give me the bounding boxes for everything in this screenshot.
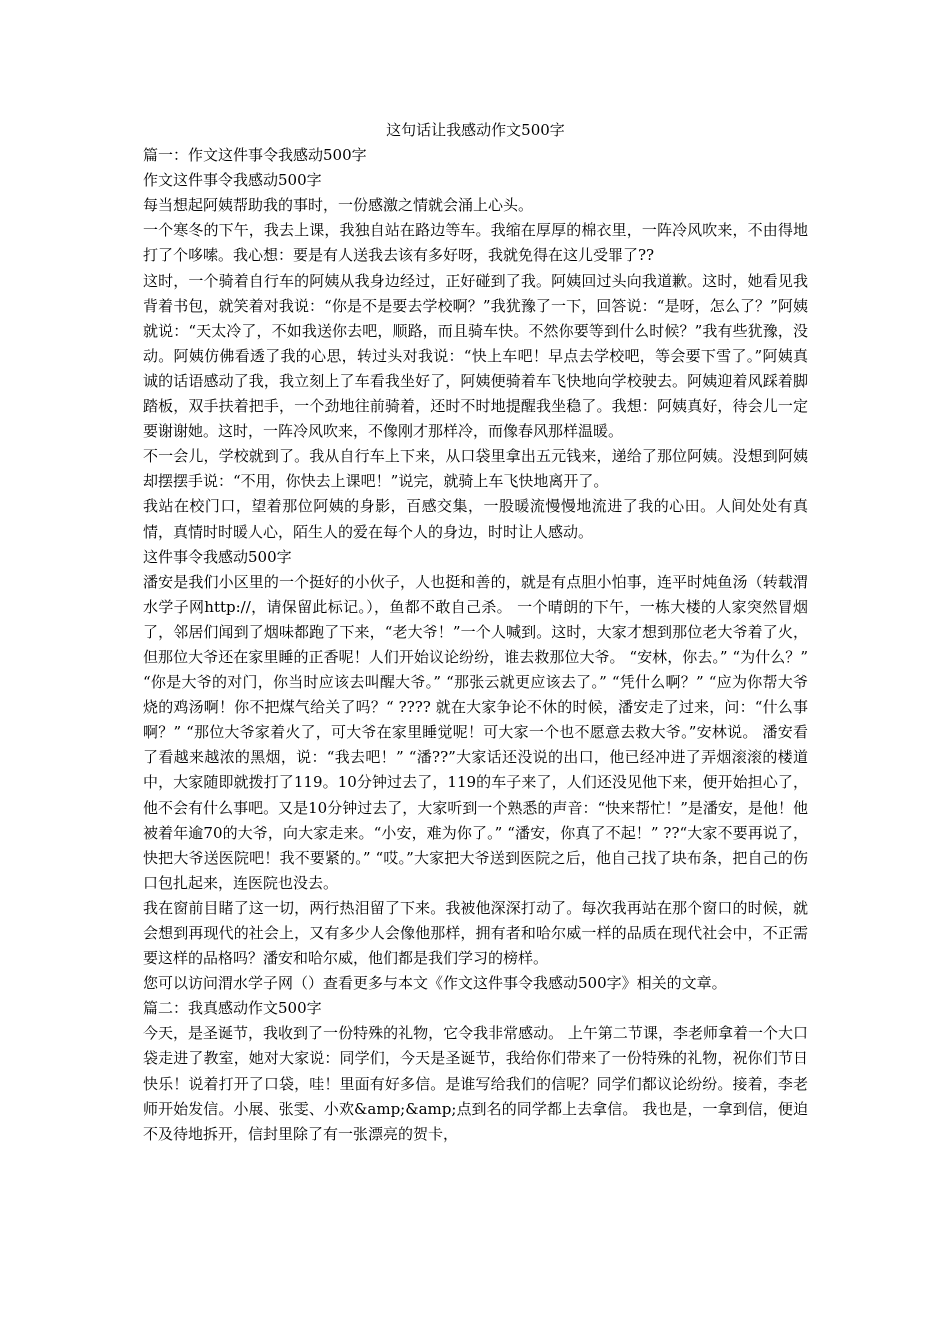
paragraph: 每当想起阿姨帮助我的事时，一份感激之情就会涌上心头。 (143, 196, 534, 215)
document-body (143, 118, 808, 1147)
subheading: 作文这件事令我感动500字 (143, 171, 322, 190)
paragraph: 我站在校门口，望着那位阿姨的身影，百感交集，一股暖流慢慢地流进了我的心田。人间处处有真情，真情时时暖人心，陌生人的爱在每个人的身边，时时让人感动。 (143, 497, 808, 541)
section-heading-1: 篇一：作文这件事令我感动500字 (143, 146, 367, 165)
paragraph: 今天，是圣诞节，我收到了一份特殊的礼物，它令我非常感动。 上午第二节课，李老师拿着一个大口袋走进了教室，她对大家说：同学们，今天是圣诞节，我给你们带来了一份特殊的礼物，祝你们节日快乐！说着打开了口袋，哇！里面有好多信。是谁写给我们的信呢？同学们都议论纷纷。接着，李老师开始发信。小展、张雯、小欢&amp;&amp;点到名的同学都上去拿信。 我也是，一拿到信，便迫不及待地拆开，信封里除了有一张漂亮的贺卡， (143, 1024, 808, 1143)
section-heading-2: 篇二：我真感动作文500字 (143, 999, 322, 1018)
paragraph: 一个寒冬的下午，我去上课，我独自站在路边等车。我缩在厚厚的棉衣里，一阵冷风吹来，不由得地打了个哆嗦。我心想：要是有人送我去该有多好呀，我就免得在这儿受罪了?? (143, 221, 808, 265)
paragraph: 您可以访问渭水学子网（）查看更多与本文《作文这件事令我感动500字》相关的文章。 (143, 974, 727, 993)
paragraph: 不一会儿，学校就到了。我从自行车上下来，从口袋里拿出五元钱来，递给了那位阿姨。没想到阿姨却摆摆手说：“不用，你快去上课吧！”说完，就骑上车飞快地离开了。 (143, 447, 808, 491)
subheading: 这件事令我感动500字 (143, 547, 292, 566)
paragraph: 潘安是我们小区里的一个挺好的小伙子，人也挺和善的，就是有点胆小怕事，连平时炖鱼汤（转载渭水学子网http://，请保留此标记。），鱼都不敢自己杀。 一个晴朗的下午，一栋大楼的人家突然冒烟了，邻居们闻到了烟味都跑了下来，“老大爷！”一个人喊到。这时，大家才想到那位老大爷着了火，但那位大爷还在家里睡的正香呢！人们开始议论纷纷，谁去救那位大爷。 “安林，你去。” “为什么？” “你是大爷的对门，你当时应该去叫醒大爷。” “那张云就更应该去了。” “凭什么啊？” “应为你帮大爷烧的鸡汤啊！你不把煤气给关了吗？“ ???? 就在大家争论不休的时候，潘安走了过来，问：“什么事啊？” “那位大爷家着火了，可大爷在家里睡觉呢！可大家一个也不愿意去救大爷。”安林说。 潘安看了看越来越浓的黑烟，说：“我去吧！” “潘??”大家话还没说的出口，他已经冲进了弄烟滚滚的楼道中，大家随即就拨打了119。10分钟过去了，119的车子来了，人们还没见他下来，便开始担心了，他不会有什么事吧。又是10分钟过去了，大家听到一个熟悉的声音：“快来帮忙！”是潘安，是他！他被着年逾70的大爷，向大家走来。“小安，难为你了。” “潘安，你真了不起！” ??“大家不要再说了，快把大爷送医院吧！我不要紧的。” “哎。”大家把大爷送到医院之后，他自己找了块布条，把自己的伤口包扎起来，连医院也没去。 (143, 572, 808, 892)
paragraph: 我在窗前目睹了这一切，两行热泪留了下来。我被他深深打动了。每次我再站在那个窗口的时候，就会想到再现代的社会上，又有多少人会像他那样，拥有者和哈尔威一样的品质在现代社会中，不正需要这样的品格吗？潘安和哈尔威，他们都是我们学习的榜样。 (143, 898, 808, 968)
paragraph: 这时，一个骑着自行车的阿姨从我身边经过，正好碰到了我。阿姨回过头向我道歉。这时，她看见我背着书包，就笑着对我说：“你是不是要去学校啊？”我犹豫了一下，回答说：“是呀，怎么了？”阿姨就说：“天太冷了，不如我送你去吧，顺路，而且骑车快。不然你要等到什么时候？”我有些犹豫，没动。阿姨仿佛看透了我的心思，转过头对我说：“快上车吧！早点去学校吧，等会要下雪了。”阿姨真诚的话语感动了我，我立刻上了车看我坐好了，阿姨便骑着车飞快地向学校驶去。阿姨迎着风踩着脚踏板，双手扶着把手，一个劲地往前骑着，还时不时地提醒我坐稳了。我想：阿姨真好，待会儿一定要谢谢她。这时，一阵冷风吹来，不像刚才那样冷，而像春风那样温暖。 (143, 271, 808, 441)
document-title: 这句话让我感动作文500字 (386, 121, 565, 139)
